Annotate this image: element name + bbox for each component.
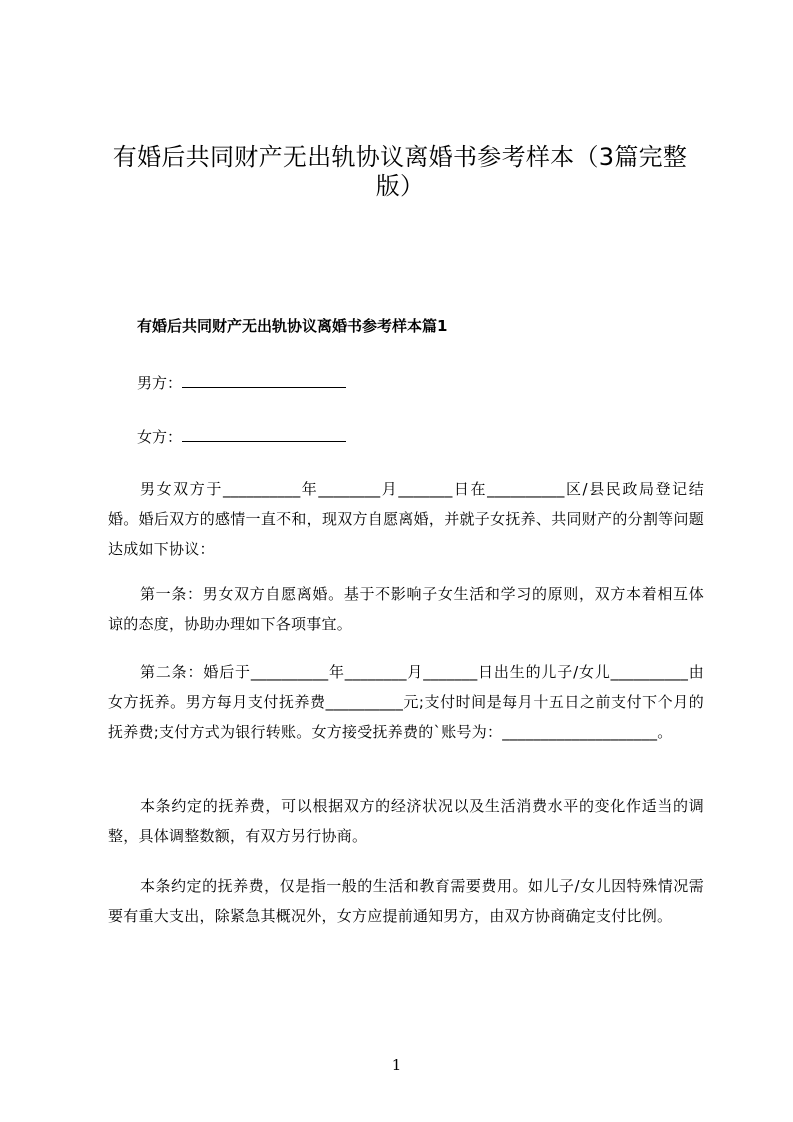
female-party-field bbox=[137, 426, 346, 447]
female-party-blank bbox=[182, 426, 346, 442]
section-heading: 有婚后共同财产无出轨协议离婚书参考样本篇1 bbox=[137, 317, 448, 335]
male-party-label: 男方： bbox=[137, 374, 183, 392]
paragraph-article-1: 第一条：男女双方自愿离婚。基于不影响子女生活和学习的原则，双方本着相互体谅的态度，协助办理如下各项事宜。 bbox=[108, 585, 704, 633]
female-party-label: 女方： bbox=[137, 428, 183, 446]
page-number: 1 bbox=[391, 1056, 402, 1074]
paragraph-marriage-registration: 男女双方于__________年________月_______日在__________区/县民政局登记结婚。婚后双方的感情一直不和，现双方自愿离婚，并就子女抚养、共同财产的分割等问题达成如下协议： bbox=[108, 480, 704, 558]
paragraph-article-2: 第二条：婚后于__________年________月_______日出生的儿子/女儿__________由女方抚养。男方每月支付抚养费__________元;支付时间是每月十五日之前支付下个月的抚养费;支付方式为银行转账。女方接受抚养费的`账号为：____________________。 bbox=[108, 663, 704, 741]
male-party-blank bbox=[182, 372, 346, 388]
paragraph-support-adjustment: 本条约定的抚养费，可以根据双方的经济状况以及生活消费水平的变化作适当的调整，具体调整数额，有双方另行协商。 bbox=[108, 797, 704, 845]
male-party-field bbox=[137, 372, 346, 393]
document-title: 有婚后共同财产无出轨协议离婚书参考样本（3篇完整版） bbox=[112, 143, 688, 200]
paragraph-support-scope: 本条约定的抚养费，仅是指一般的生活和教育需要费用。如儿子/女儿因特殊情况需要有重大支出，除紧急其概况外，女方应提前通知男方，由双方协商确定支付比例。 bbox=[108, 877, 704, 925]
